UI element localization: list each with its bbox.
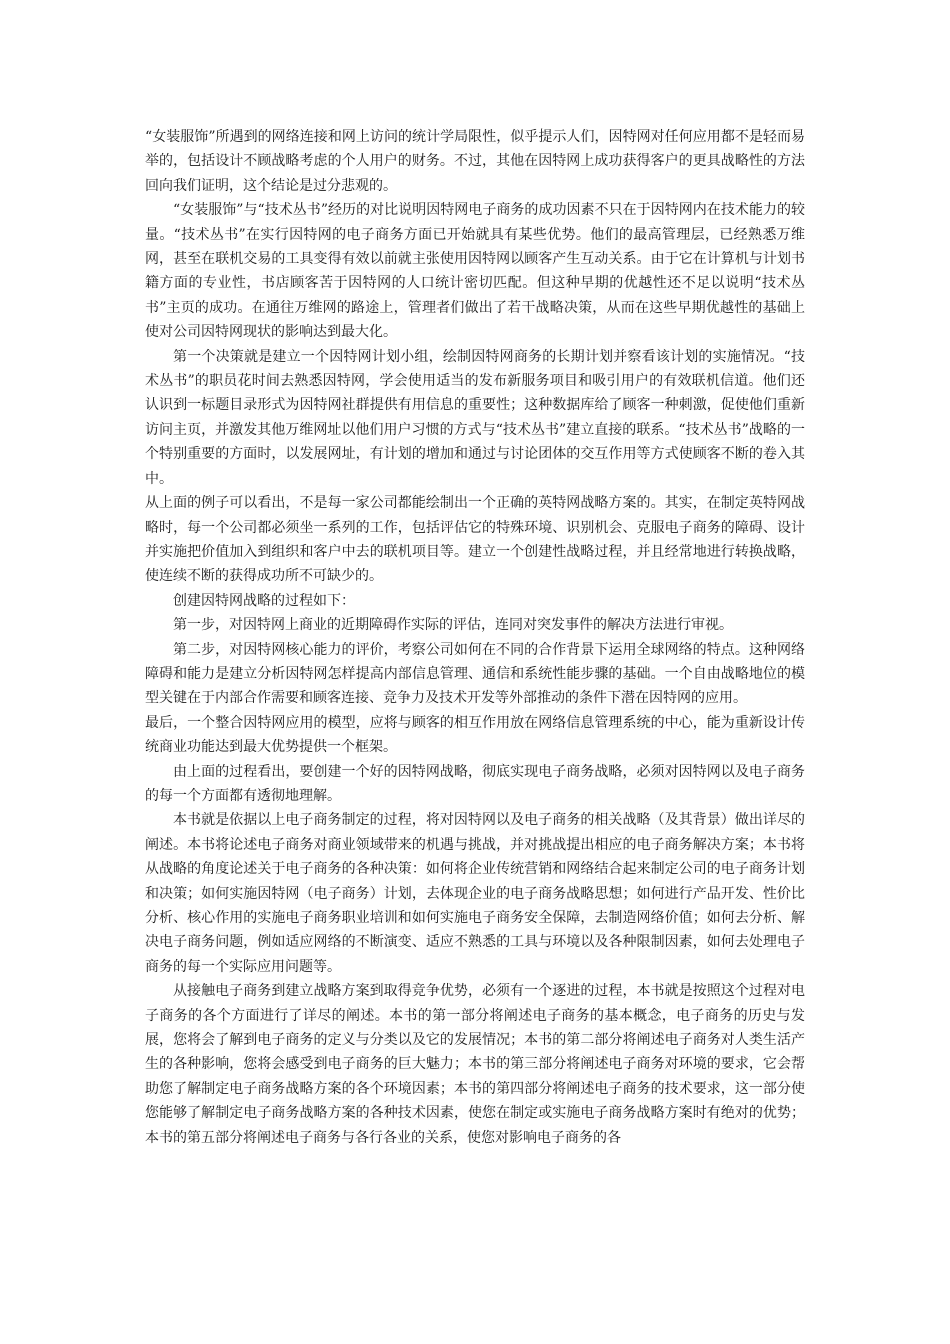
paragraph-8: 最后，一个整合因特网应用的模型，应将与顾客的相互作用放在网络信息管理系统的中心，能为重新设计传统商业功能达到最大优势提供一个框架。 (145, 714, 805, 756)
document-body (145, 125, 805, 1150)
paragraph-9: 由上面的过程看出，要创建一个好的因特网战略，彻底实现电子商务战略，必须对因特网以及电子商务的每一个方面都有透彻地理解。 (145, 763, 805, 804)
paragraph-7: 第二步，对因特网核心能力的评价，考察公司如何在不同的合作背景下运用全球网络的特点。这种网络障碍和能力是建立分析因特网怎样提高内部信息管理、通信和系统性能步骤的基础。一个自由战略地位的模型关键在于内部合作需要和顾客连接、竞争力及技术开发等外部推动的条件下潜在因特网的应用。 (145, 641, 805, 707)
paragraph-11: 从接触电子商务到建立战略方案到取得竞争优势，必须有一个逐进的过程，本书就是按照这个过程对电子商务的各个方面进行了详尽的阐述。本书的第一部分将阐述电子商务的基本概念，电子商务的历史与发展，您将会了解到电子商务的定义与分类以及它的发展情况；本书的第二部分将阐述电子商务对人类生活产生的各种影响，您将会感受到电子商务的巨大魅力；本书的第三部分将阐述电子商务对环境的要求，它会帮助您了解制定电子商务战略方案的各个环境因素；本书的第四部分将阐述电子商务的技术要求，这一部分使您能够了解制定电子商务战略方案的各种技术因素，使您在制定或实施电子商务战略方案时有绝对的优势；本书的第五部分将阐述电子商务与各行各业的关系，使您对影响电子商务的各 (145, 983, 805, 1146)
paragraph-4: 从上面的例子可以看出，不是每一家公司都能绘制出一个正确的英特网战略方案的。其实，在制定英特网战略时，每一个公司都必须坐一系列的工作，包括评估它的特殊环境、识别机会、克服电子商务的障碍、设计并实施把价值加入到组织和客户中去的联机项目等。建立一个创建性战略过程，并且经常地进行转换战略，使连续不断的获得成功所不可缺少的。 (145, 495, 805, 585)
paragraph-2: “女装服饰”与“技术丛书”经历的对比说明因特网电子商务的成功因素不只在于因特网内在技术能力的较量。“技术丛书”在实行因特网的电子商务方面已开始就具有某些优势。他们的最高管理层，已经熟悉万维网，甚至在联机交易的工具变得有效以前就主张使用因特网以顾客产生互动关系。由于它在计算机与计划书籍方面的专业性，书店顾客苦于因特网的人口统计密切匹配。但这种早期的优越性还不足以说明“技术丛书”主页的成功。在通往万维网的路途上，管理者们做出了若干战略决策，从而在这些早期优越性的基础上使对公司因特网现状的影响达到最大化。 (145, 202, 805, 341)
paragraph-3: 第一个决策就是建立一个因特网计划小组，绘制因特网商务的长期计划并察看该计划的实施情况。“技术丛书”的职员花时间去熟悉因特网，学会使用适当的发布新服务项目和吸引用户的有效联机信道。他们还认识到一标题目录形式为因特网社群提供有用信息的重要性；这种数据库给了顾客一种刺激，促使他们重新访问主页，并激发其他万维网址以他们用户习惯的方式与“技术丛书”建立直接的联系。“技术丛书”战略的一个特别重要的方面时，以发展网址，有计划的增加和通过与讨论团体的交互作用等方式使顾客不断的卷入其中。 (145, 348, 805, 487)
paragraph-10: 本书就是依据以上电子商务制定的过程，将对因特网以及电子商务的相关战略（及其背景）做出详尽的阐述。本书将论述电子商务对商业领域带来的机遇与挑战，并对挑战提出相应的电子商务解决方案；本书将从战略的角度论述关于电子商务的各种决策：如何将企业传统营销和网络结合起来制定公司的电子商务计划和决策；如何实施因特网（电子商务）计划，去体现企业的电子商务战略思想；如何进行产品开发、性价比分析、核心作用的实施电子商务职业培训和如何实施电子商务安全保障，去制造网络价值；如何去分析、解决电子商务问题，例如适应网络的不断演变、适应不熟悉的工具与环境以及各种限制因素，如何去处理电子商务的每一个实际应用问题等。 (145, 812, 805, 975)
paragraph-1: “女装服饰”所遇到的网络连接和网上访问的统计学局限性，似乎提示人们，因特网对任何应用都不是轻而易举的，包括设计不顾战略考虑的个人用户的财务。不过，其他在因特网上成功获得客户的更具战略性的方法回向我们证明，这个结论是过分悲观的。 (145, 129, 805, 194)
paragraph-6: 第一步，对因特网上商业的近期障碍作实际的评估，连同对突发事件的解决方法进行审视。 (173, 617, 733, 634)
paragraph-5: 创建因特网战略的过程如下： (173, 592, 355, 609)
